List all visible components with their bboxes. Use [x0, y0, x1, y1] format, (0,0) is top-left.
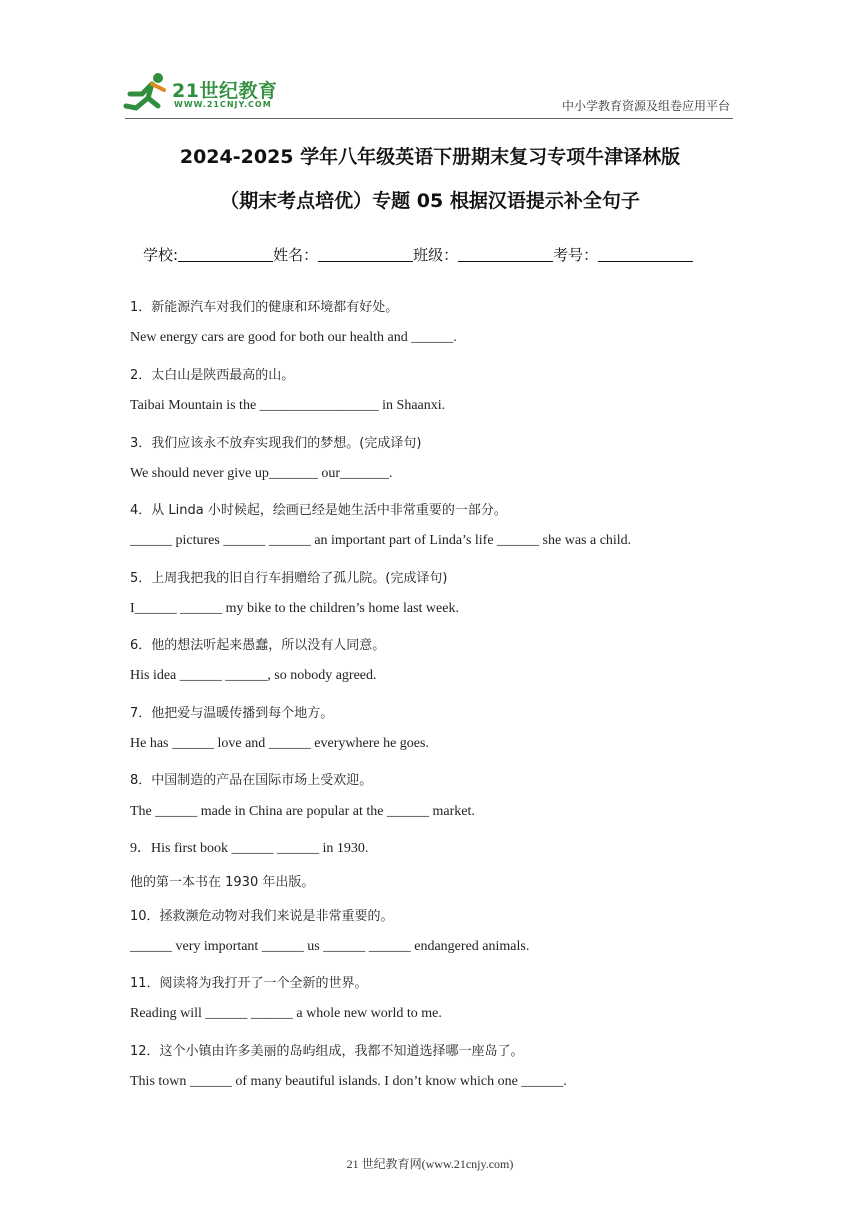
- question-line: 9．His first book ______ ______ in 1930.: [130, 841, 369, 856]
- school-blank[interactable]: [178, 247, 273, 262]
- question-line: ______ very important ______ us ______ ______ endangered animals.: [130, 939, 530, 954]
- question-line: This town ______ of many beautiful islands. I don’t know which one ______.: [130, 1074, 567, 1089]
- logo-text: 21世纪教育: [172, 80, 278, 102]
- question-line: 他的第一本书在 1930 年出版。: [130, 875, 315, 890]
- question-line: 10．拯救濒危动物对我们来说是非常重要的。: [130, 909, 394, 924]
- name-blank[interactable]: [318, 247, 413, 262]
- number-label: 考号：: [553, 246, 599, 264]
- school-label: 学校:: [143, 246, 179, 264]
- logo: [122, 70, 292, 116]
- question-line: 2．太白山是陕西最高的山。: [130, 368, 295, 383]
- question-line: 5．上周我把我的旧自行车捐赠给了孤儿院。(完成译句): [130, 571, 448, 586]
- question-line: 8．中国制造的产品在国际市场上受欢迎。: [130, 773, 373, 788]
- question-line: We should never give up_______ our_______.: [130, 466, 393, 481]
- question-line: Taibai Mountain is the _________________ in Shaanxi.: [130, 398, 446, 413]
- question-line: ______ pictures ______ ______ an important part of Linda’s life ______ she was a child.: [130, 533, 632, 548]
- header-platform-text: 中小学教育资源及组卷应用平台: [561, 99, 730, 113]
- header-divider: [125, 118, 733, 119]
- page-header: [0, 0, 860, 125]
- logo-subtext: WWW.21CNJY.COM: [174, 100, 272, 109]
- question-line: He has ______ love and ______ everywhere he goes.: [130, 736, 429, 751]
- runner-logo-icon: [122, 70, 174, 114]
- question-line: I______ ______ my bike to the children’s home last week.: [130, 601, 459, 616]
- question-line: 6．他的想法听起来愚蠢，所以没有人同意。: [130, 638, 386, 653]
- page-footer: 21 世纪教育网(www.21cnjy.com): [346, 1157, 514, 1171]
- class-blank[interactable]: [458, 247, 553, 262]
- question-line: 11．阅读将为我打开了一个全新的世界。: [130, 976, 368, 991]
- class-label: 班级：: [413, 246, 459, 264]
- question-line: 3．我们应该永不放弃实现我们的梦想。(完成译句): [130, 436, 422, 451]
- question-line: 7．他把爱与温暖传播到每个地方。: [130, 706, 334, 721]
- student-info-row: [143, 244, 693, 265]
- question-line: 1．新能源汽车对我们的健康和环境都有好处。: [130, 300, 399, 315]
- question-line: Reading will ______ ______ a whole new world to me.: [130, 1006, 442, 1021]
- question-line: 4．从 Linda 小时候起，绘画已经是她生活中非常重要的一部分。: [130, 503, 507, 518]
- doc-title-line2: （期末考点培优）专题 05 根据汉语提示补全句子: [220, 190, 640, 212]
- question-line: New energy cars are good for both our health and ______.: [130, 330, 457, 345]
- question-line: His idea ______ ______, so nobody agreed.: [130, 668, 377, 683]
- name-label: 姓名：: [273, 246, 319, 264]
- number-blank[interactable]: [598, 247, 693, 262]
- question-line: 12．这个小镇由许多美丽的岛屿组成，我都不知道选择哪一座岛了。: [130, 1044, 524, 1059]
- question-line: The ______ made in China are popular at the ______ market.: [130, 804, 475, 819]
- doc-title-line1: 2024-2025 学年八年级英语下册期末复习专项牛津译林版: [179, 146, 681, 168]
